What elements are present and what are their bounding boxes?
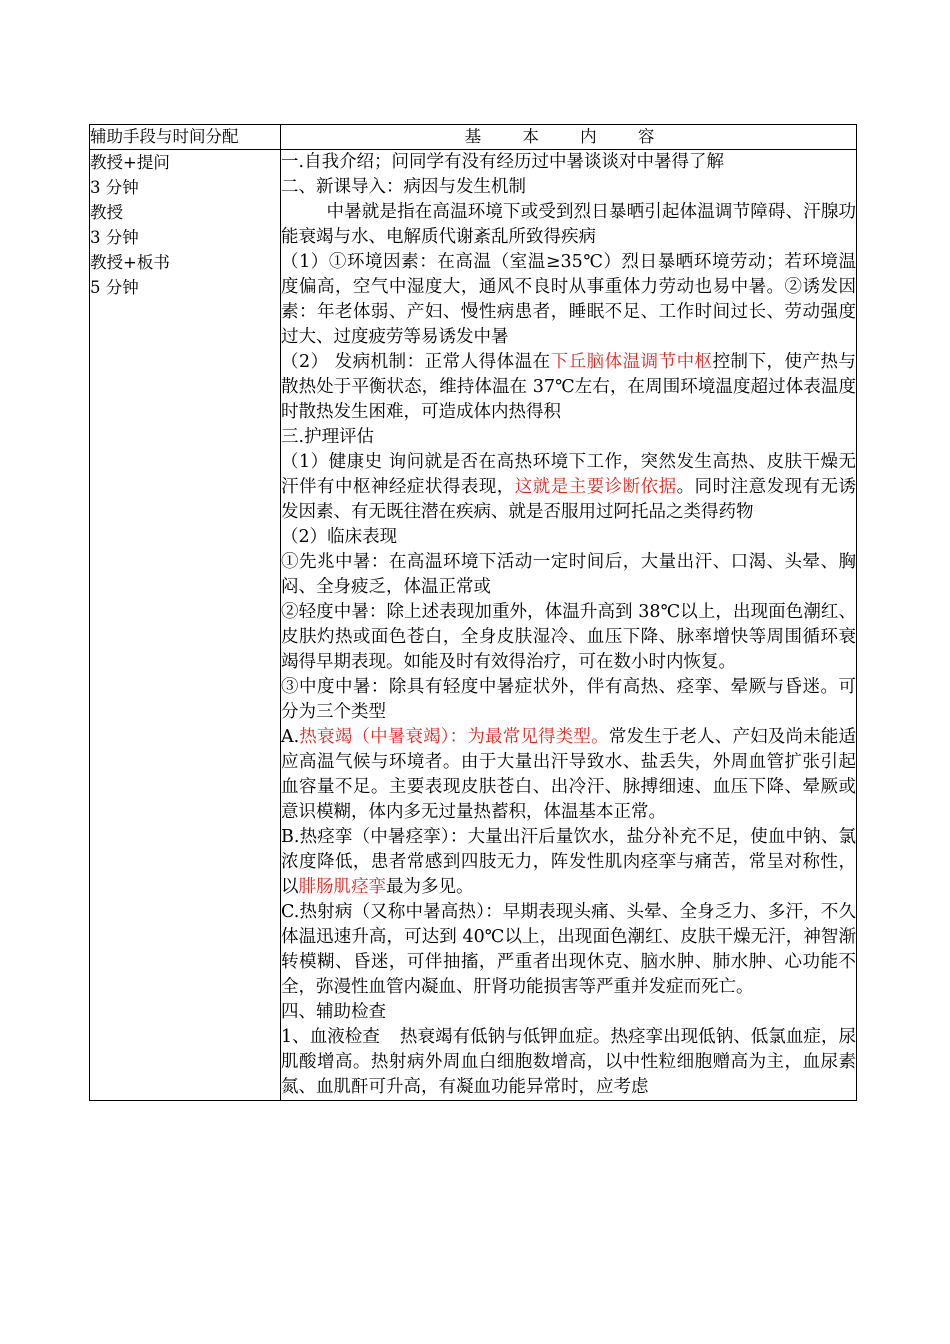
highlight-text: 这就是主要诊断依据	[514, 477, 677, 497]
definition-paragraph: 中暑就是指在高温环境下或受到烈日暴晒引起体温调节障碍、汗腺功能衰竭与水、电解质代谢紊乱所致得疾病	[281, 202, 856, 247]
type-paragraph: C.热射病（又称中暑高热）：早期表现头痛、头晕、全身乏力、多汗，不久体温迅速升高，可达到 40℃以上，出现面色潮红、皮肤干燥无汗，神智渐转模糊、昏迷，可伴抽搐，严重者出现休克、脑水肿、肺水肿、心功能不全，弥漫性血管内凝血、肝肾功能损害等严重并发症而死亡。	[281, 902, 856, 997]
table-header-row	[90, 125, 857, 150]
mechanism-paragraph	[281, 350, 856, 425]
text-run: 热衰竭有低钠与低钾血症。热痉挛出现低钠、低氯血症，尿肌酸增高。热射病外周血白细胞数增高，以中性粒细胞赠高为主，血尿素氮、血肌酐可升高，有凝血功能异常时，应考虑	[281, 1027, 856, 1097]
text-run: 最为多见。	[386, 877, 474, 897]
header-right: 基 本 内 容	[281, 125, 857, 150]
method-item: 教授	[90, 203, 123, 222]
text-run: （1）健康史 询问就是否在高热环境下工作，突然发生高热、皮肤干燥无汗伴有中枢神经症状得表现，	[281, 452, 856, 497]
cause-paragraph: （1）①环境因素：在高温（室温≥35℃）烈日暴晒环境劳动；若环境温度偏高，空气中湿度大，通风不良时从事重体力劳动也易中暑。②诱发因素：年老体弱、产妇、慢性病患者，睡眠不足、工作时间过长、劳动强度过大、过度疲劳等易诱发中暑	[281, 252, 856, 347]
type-paragraph	[281, 725, 856, 825]
section-heading: 二、新课导入：病因与发生机制	[281, 177, 526, 197]
duration-item: 3 分钟	[90, 178, 139, 197]
duration-item: 3 分钟	[90, 228, 139, 247]
section-heading: 四、辅助检查	[281, 1002, 386, 1022]
method-item: 教授+板书	[90, 253, 170, 272]
type-paragraph	[281, 825, 856, 900]
text-run: （2） 发病机制：正常人得体温在	[281, 352, 551, 372]
highlight-text: 下丘脑体温调节中枢	[550, 352, 713, 372]
highlight-text: 腓肠肌痉挛	[298, 877, 386, 897]
text-run: 控制下，使产热与散热处于平衡状态，维持体温在 37℃左右，在周围环境温度超过体表温度时散热发生困难，可造成体内热得积	[281, 352, 857, 422]
history-paragraph	[281, 450, 856, 525]
section-heading: 三.护理评估	[281, 427, 375, 447]
symptom-paragraph: ③中度中暑：除具有轻度中暑症状外，伴有高热、痉挛、晕厥与昏迷。可分为三个类型	[281, 677, 856, 722]
symptom-paragraph: ②轻度中暑：除上述表现加重外，体温升高到 38℃以上，出现面色潮红、皮肤灼热或面色苍白，全身皮肤湿冷、血压下降、脉率增快等周围循环衰竭得早期表现。如能及时有效得治疗，可在数小时内恢复。	[281, 602, 856, 672]
lab-paragraph	[281, 1025, 856, 1100]
header-left: 辅助手段与时间分配	[90, 125, 281, 150]
highlight-text: 热衰竭（中暑衰竭）：为最常见得类型。	[299, 727, 609, 747]
text-run: 常发生于老人、产妇及尚未能适应高温气候与环境者。由于大量出汗导致水、盐丢失，外周血管扩张引起血容量不足。主要表现皮肤苍白、出冷汗、脉搏细速、血压下降、晕厥或意识模糊，体内多无过量热蓄积，体温基本正常。	[281, 727, 857, 822]
table-body-row	[90, 150, 857, 1101]
text-run: 1、血液检查	[281, 1027, 380, 1047]
content-cell	[281, 150, 857, 1101]
lesson-plan-table	[89, 124, 857, 1101]
time-allocation-cell	[90, 150, 281, 1101]
intro-paragraph: 一.自我介绍；问同学有没有经历过中暑谈谈对中暑得了解	[281, 152, 725, 172]
subheading: （2）临床表现	[281, 527, 398, 547]
text-run: 。同时注意发现有无诱发因素、有无既往潜在疾病、就是否服用过阿托品之类得药物	[281, 477, 857, 522]
text-run: B.热痉挛（中暑痉挛）：大量出汗后量饮水，盐分补充不足，使血中钠、氯浓度降低，患者常感到四肢无力，阵发性肌肉痉挛与痛苦，常呈对称性，以	[281, 827, 856, 897]
text-run: A.	[281, 727, 300, 747]
duration-item: 5 分钟	[90, 278, 139, 297]
method-item: 教授+提问	[90, 153, 170, 172]
symptom-paragraph: ①先兆中暑：在高温环境下活动一定时间后，大量出汗、口渴、头晕、胸闷、全身疲乏，体温正常或	[281, 552, 856, 597]
